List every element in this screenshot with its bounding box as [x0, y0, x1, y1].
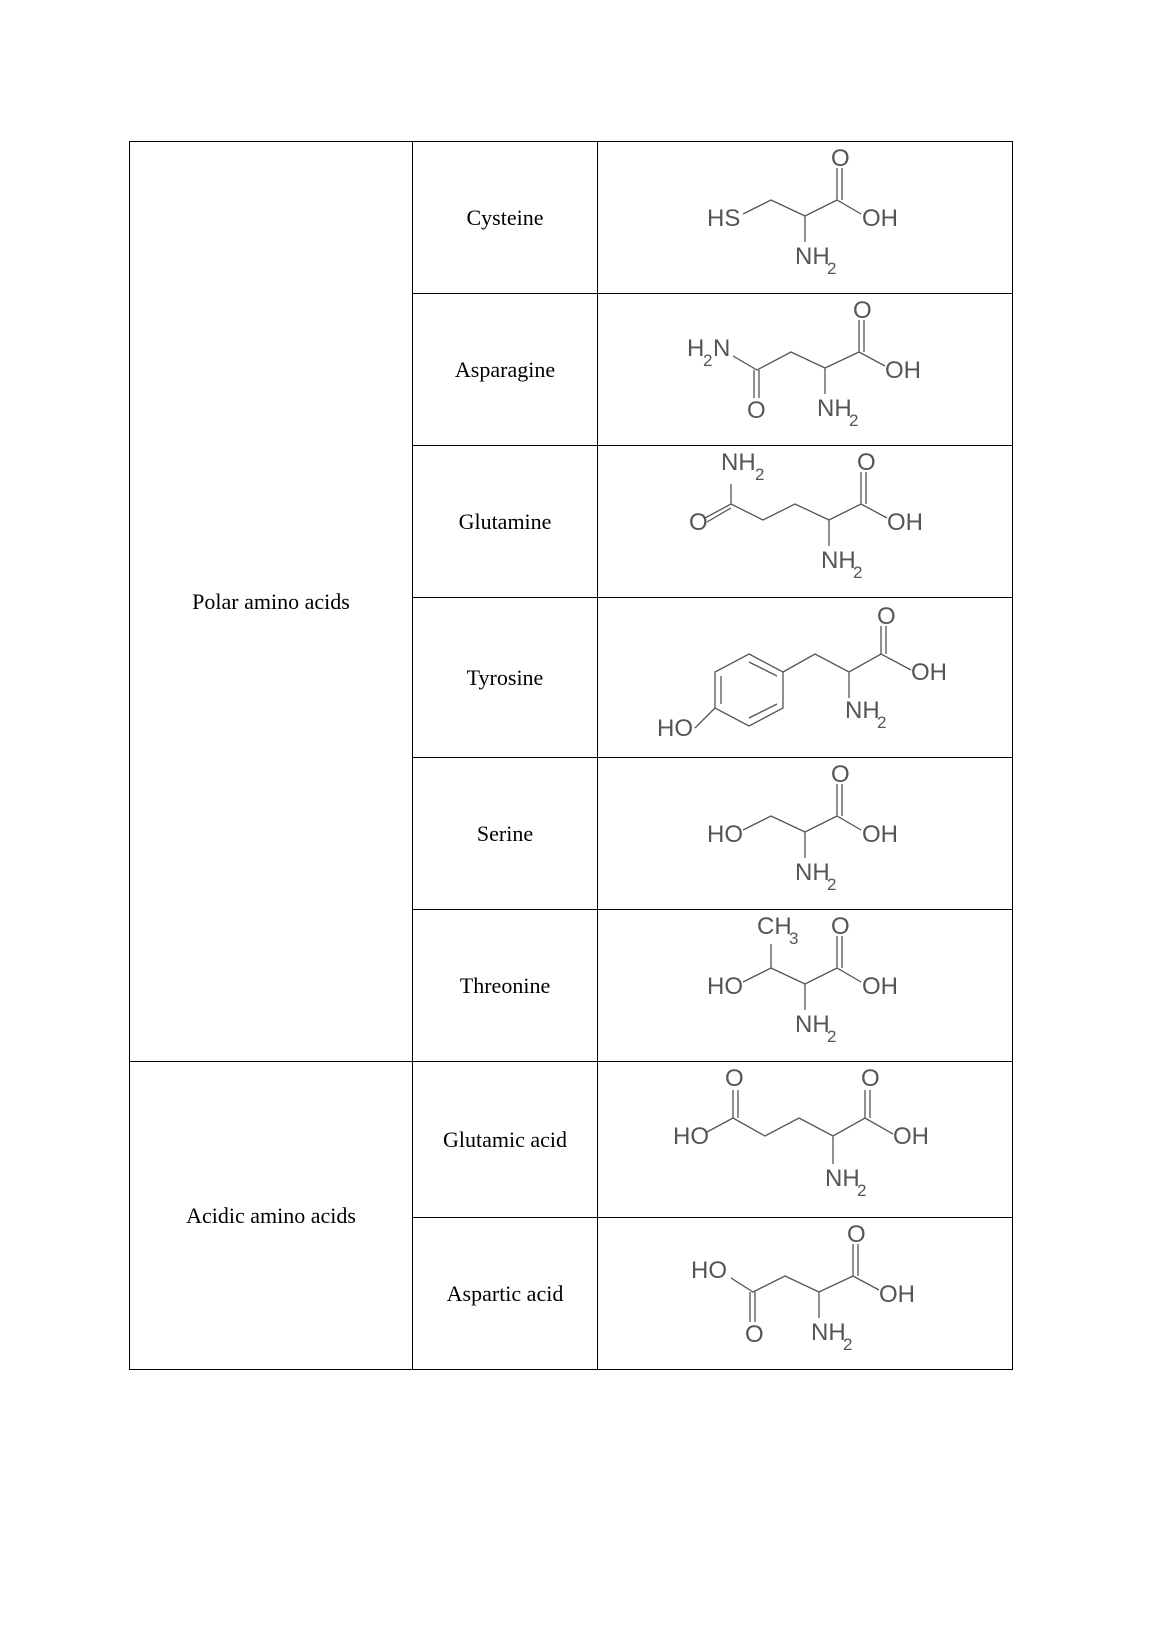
- table-row: [130, 1062, 1013, 1218]
- svg-text:OH: OH: [862, 204, 898, 232]
- structure-threonine: [598, 910, 1013, 1062]
- name-aspartic-acid: Aspartic acid: [413, 1218, 598, 1370]
- svg-text:H: H: [687, 334, 705, 362]
- svg-text:OH: OH: [879, 1280, 915, 1308]
- svg-text:O: O: [831, 144, 850, 172]
- svg-text:NH: NH: [845, 696, 880, 724]
- svg-text:HS: HS: [707, 204, 741, 232]
- svg-text:2: 2: [827, 874, 837, 894]
- svg-text:N: N: [713, 334, 731, 362]
- svg-text:OH: OH: [885, 356, 921, 384]
- structure-cysteine: [598, 142, 1013, 294]
- svg-text:NH: NH: [821, 546, 856, 574]
- structure-glutamic-acid: [598, 1062, 1013, 1218]
- group-polar: Polar amino acids: [130, 142, 413, 1062]
- group-acidic: Acidic amino acids: [130, 1062, 413, 1370]
- svg-text:NH: NH: [825, 1164, 860, 1192]
- svg-text:O: O: [831, 912, 850, 940]
- svg-text:O: O: [861, 1064, 880, 1092]
- svg-text:HO: HO: [673, 1122, 709, 1150]
- table-row: [130, 142, 1013, 294]
- svg-text:NH: NH: [795, 242, 830, 270]
- svg-text:O: O: [689, 508, 708, 536]
- name-cysteine: Cysteine: [413, 142, 598, 294]
- svg-text:NH: NH: [721, 448, 756, 476]
- name-serine: Serine: [413, 758, 598, 910]
- name-glutamine: Glutamine: [413, 446, 598, 598]
- structure-aspartic-acid: [598, 1218, 1013, 1370]
- name-asparagine: Asparagine: [413, 294, 598, 446]
- svg-text:NH: NH: [795, 858, 830, 886]
- structure-tyrosine: [598, 598, 1013, 758]
- svg-text:2: 2: [703, 350, 713, 370]
- svg-text:NH: NH: [795, 1010, 830, 1038]
- svg-text:O: O: [857, 448, 876, 476]
- svg-text:OH: OH: [911, 658, 947, 686]
- svg-text:O: O: [745, 1320, 764, 1348]
- svg-text:O: O: [725, 1064, 744, 1092]
- svg-text:OH: OH: [862, 972, 898, 1000]
- name-glutamic-acid: Glutamic acid: [413, 1062, 598, 1218]
- name-tyrosine: Tyrosine: [413, 598, 598, 758]
- svg-text:O: O: [747, 396, 766, 424]
- structure-asparagine: [598, 294, 1013, 446]
- svg-text:OH: OH: [862, 820, 898, 848]
- svg-text:HO: HO: [657, 714, 693, 742]
- svg-text:HO: HO: [691, 1256, 727, 1284]
- svg-text:O: O: [877, 602, 896, 630]
- svg-text:2: 2: [877, 712, 887, 732]
- svg-text:2: 2: [755, 464, 765, 484]
- svg-text:HO: HO: [707, 820, 743, 848]
- svg-text:2: 2: [827, 258, 837, 278]
- svg-text:NH: NH: [811, 1318, 846, 1346]
- svg-text:2: 2: [857, 1180, 867, 1200]
- amino-acid-table: [129, 141, 1013, 1370]
- svg-text:O: O: [847, 1220, 866, 1248]
- structure-serine: [598, 758, 1013, 910]
- svg-text:O: O: [853, 296, 872, 324]
- svg-text:HO: HO: [707, 972, 743, 1000]
- svg-text:CH: CH: [757, 912, 792, 940]
- svg-text:O: O: [831, 760, 850, 788]
- svg-text:OH: OH: [893, 1122, 929, 1150]
- svg-text:OH: OH: [887, 508, 923, 536]
- svg-text:3: 3: [789, 928, 799, 948]
- svg-text:NH: NH: [817, 394, 852, 422]
- svg-text:2: 2: [843, 1334, 853, 1354]
- svg-text:2: 2: [853, 562, 863, 582]
- svg-text:2: 2: [849, 410, 859, 430]
- name-threonine: Threonine: [413, 910, 598, 1062]
- svg-text:2: 2: [827, 1026, 837, 1046]
- structure-glutamine: [598, 446, 1013, 598]
